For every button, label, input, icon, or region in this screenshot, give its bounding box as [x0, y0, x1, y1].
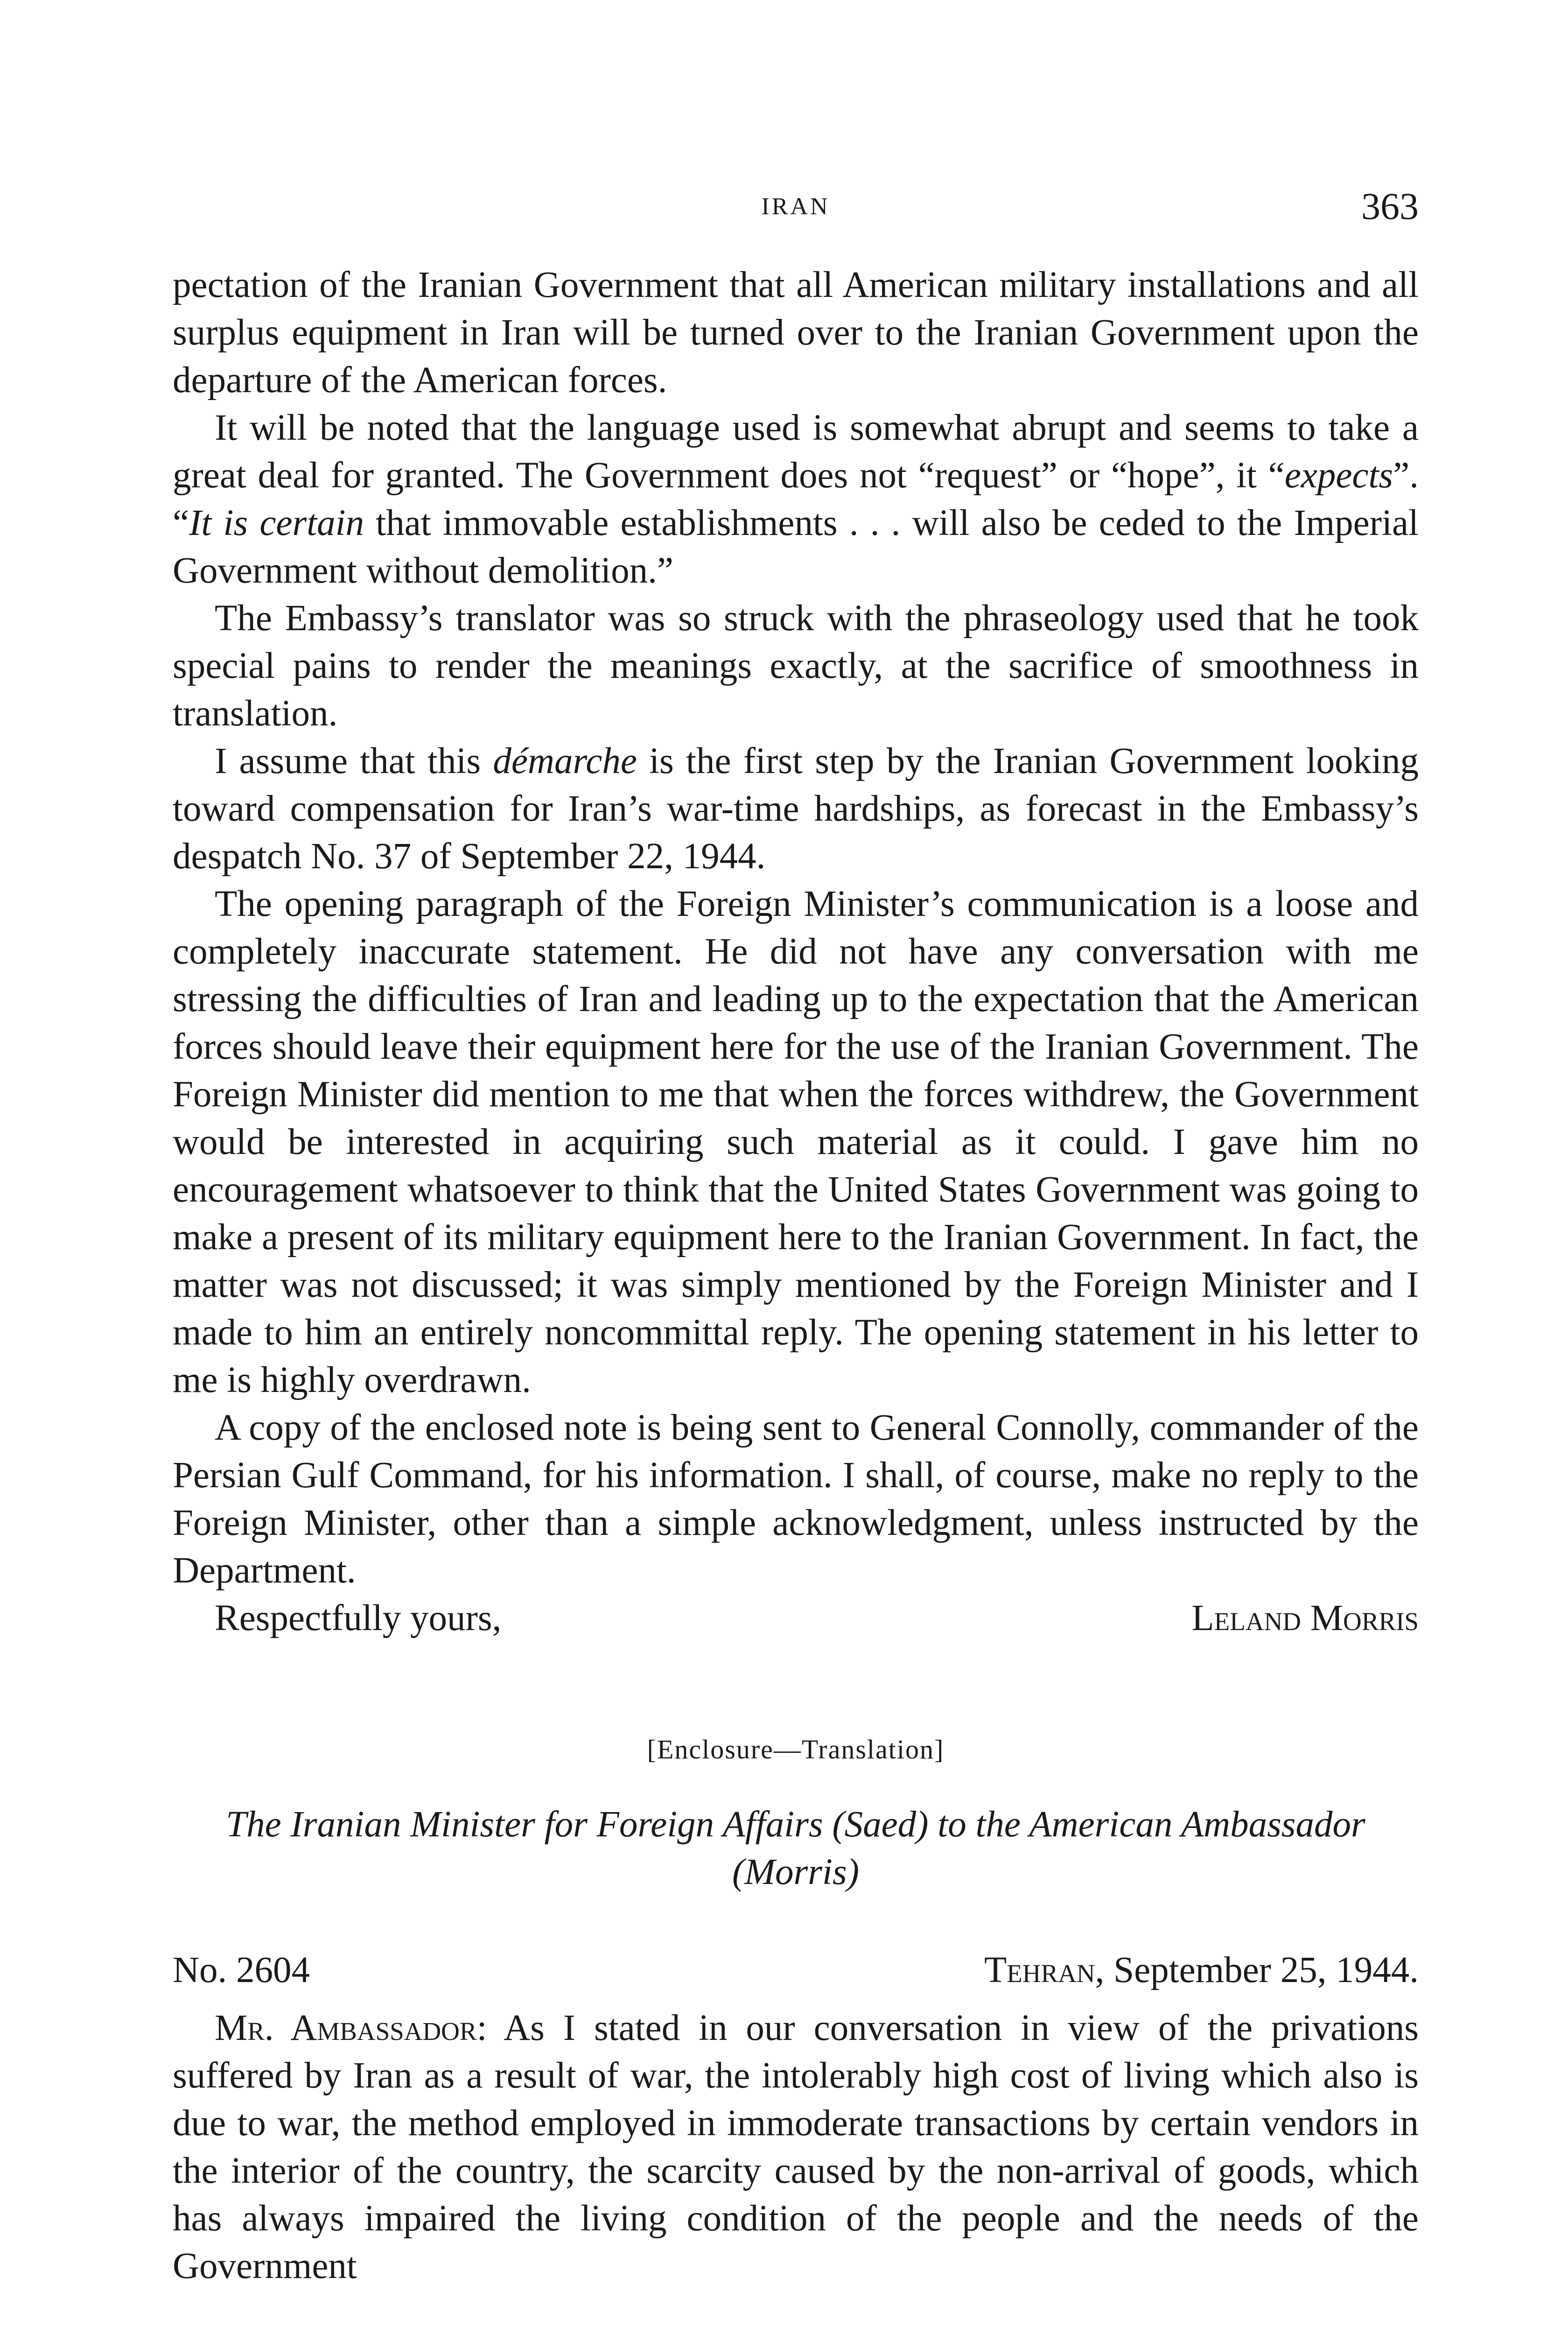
enclosure-letter-text: As I stated in our conversation in view of the privations suffered by Iran as a result of war, the intolerably high cost of living which also is due to war, the method employed in immoderate transactions by certain vendors in the interior of the country, the scarcity caused by the non-arrival of goods, which has always impaired the living condition of the people and the needs of the Government — [173, 2008, 1419, 2286]
document-number: No. 2604 — [173, 1950, 310, 1990]
running-head: IRAN — [761, 193, 830, 220]
paragraph-5: The opening paragraph of the Foreign Minister’s communication is a loose and completely inaccurate statement. He did not have any conversation with me stressing the difficulties of Iran and leading up to the expectation that the American forces should leave their equipment here for the use of the Iranian Government. The Foreign Minister did mention to me that when the forces withdrew, the Government would be interested in acquiring such material as it could. I gave him no encouragement whatsoever to think that the United States Government was going to make a present of its military equipment here to the Iranian Government. In fact, the matter was not discussed; it was simply mentioned by the Foreign Minister and I made to him an entirely noncommittal reply. The opening statement in his letter to me is highly overdrawn. — [173, 884, 1419, 1400]
salutation: Mr. Ambassador: — [215, 2008, 487, 2048]
paragraph-4-text-c: is the first step by the Iranian Government looking toward compensation for Iran’s war-time hardships, as forecast in the Embassy’s despatch No. 37 of September 22, 1944. — [173, 741, 1419, 877]
paragraph-2-text-a: It will be noted that the language used is somewhat abrupt and seems to take a great deal for granted. The Government does not “request” or “hope”, it “ — [173, 408, 1419, 496]
closing: Respectfully yours, — [215, 1598, 502, 1638]
paragraph-2-text-c: ”. “ — [173, 455, 1419, 543]
enclosure-title: The Iranian Minister for Foreign Affairs (Saed) to the American Ambassador (Morris) — [226, 1804, 1365, 1892]
paragraph-3: The Embassy’s translator was so struck with the phraseology used that he took special pains to render the meanings exactly, at the sacrifice of smoothness in translation. — [173, 598, 1419, 734]
page-body — [173, 261, 1419, 2290]
paragraph-2-text-e: that immovable establishments . . . will also be ceded to the Imperial Government without demolition.” — [173, 503, 1419, 591]
paragraph-1: pectation of the Iranian Government that all American military installations and all surplus equipment in Iran will be turned over to the Iranian Government upon the departure of the American forces. — [173, 265, 1419, 401]
paragraph-4-text-a: I assume that this — [215, 741, 493, 781]
enclosure-letter-paragraph — [173, 2004, 1419, 2290]
enclosure-meta — [173, 1947, 1419, 1994]
signature: Leland Morris — [1191, 1598, 1419, 1638]
paragraph-2 — [173, 404, 1419, 595]
dateline — [984, 1947, 1419, 1994]
dateline-place: Tehran — [984, 1950, 1095, 1990]
signature-block — [173, 1595, 1419, 1642]
paragraph-2-emphasis-it-is-certain: It is certain — [189, 503, 364, 543]
enclosure-label: [Enclosure—Translation] — [647, 1734, 945, 1765]
paragraph-2-emphasis-expects: expects — [1284, 455, 1393, 496]
paragraph-4 — [173, 738, 1419, 880]
page-number: 363 — [1361, 185, 1419, 227]
paragraph-6: A copy of the enclosed note is being sent to General Connolly, commander of the Persian Gulf Command, for his information. I shall, of course, make no reply to the Foreign Minister, other than a simple acknowledgment, unless instructed by the Department. — [173, 1407, 1419, 1591]
dateline-date: , September 25, 1944. — [1095, 1950, 1419, 1990]
page-header — [173, 184, 1419, 236]
paragraph-4-emphasis-demarche: démarche — [493, 741, 637, 781]
